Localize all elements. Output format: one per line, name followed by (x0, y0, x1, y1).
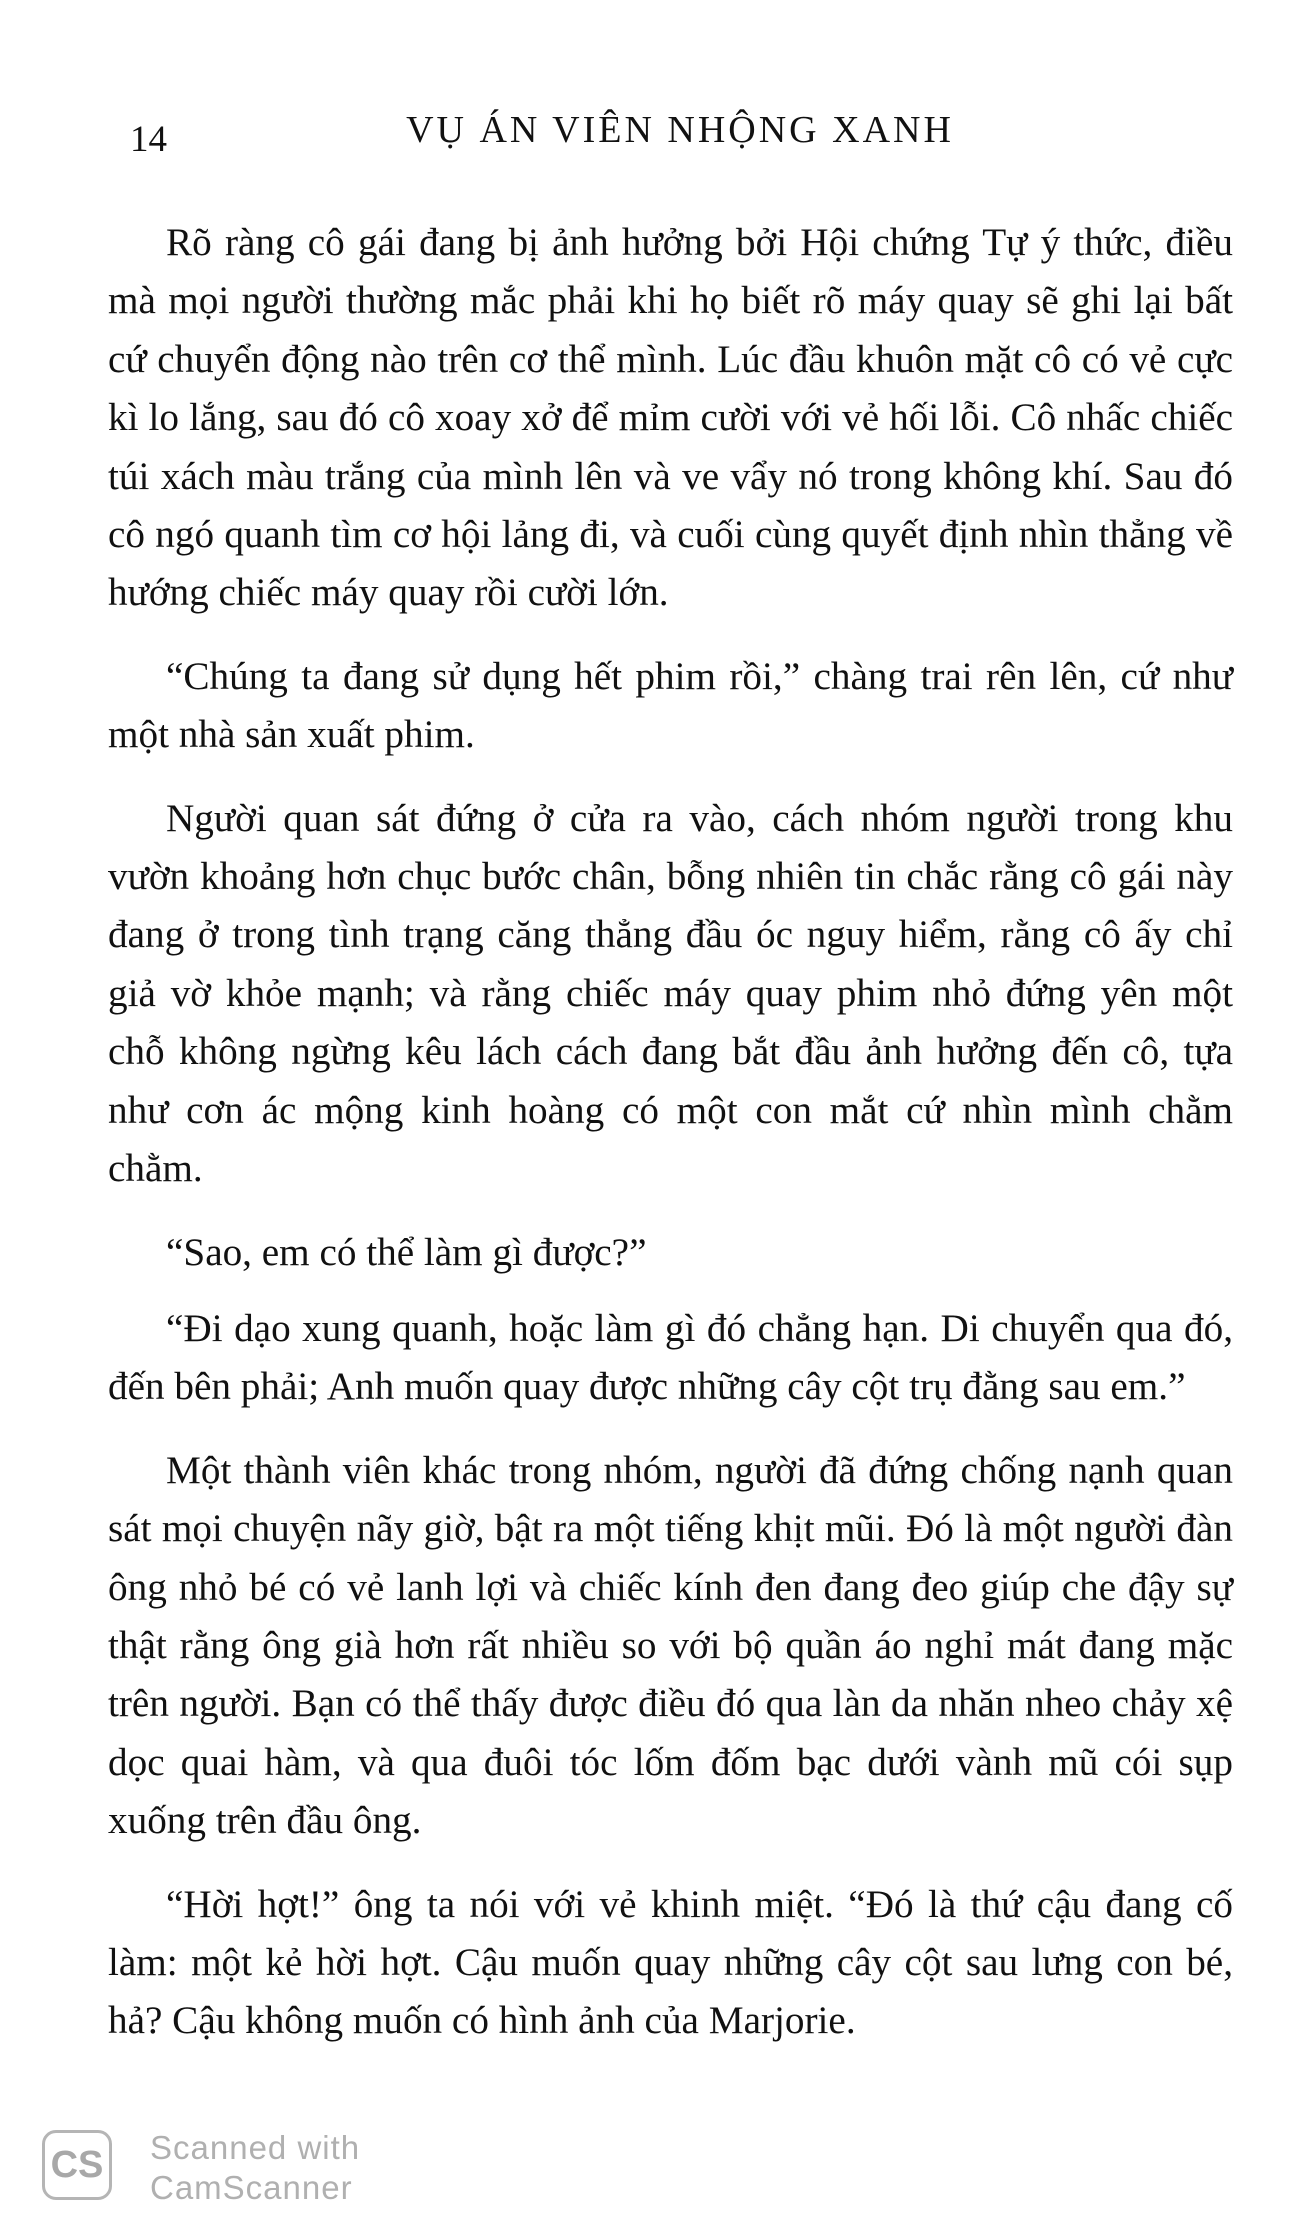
paragraph: “Đi dạo xung quanh, hoặc làm gì đó chẳng hạn. Di chuyển qua đó, đến bên phải; Anh muốn quay được những cây cột trụ đằng sau em.” (108, 1306, 1233, 1409)
page-header (130, 108, 1230, 168)
camscanner-logo: CS (42, 2130, 112, 2200)
running-title: VỤ ÁN VIÊN NHỘNG XANH (406, 109, 954, 151)
paragraph: Người quan sát đứng ở cửa ra vào, cách nhóm người trong khu vườn khoảng hơn chục bước chân, bỗng nhiên tin chắc rằng cô gái này đang ở trong tình trạng căng thẳng đầu óc nguy hiểm, rằng cô ấy chỉ giả vờ khỏe mạnh; và rằng chiếc máy quay phim nhỏ đứng yên một chỗ không ngừng kêu lách cách đang bắt đầu ảnh hưởng đến cô, tựa như cơn ác mộng kinh hoàng có một con mắt cứ nhìn mình chằm chằm. (108, 796, 1233, 1191)
page-number: 14 (130, 119, 167, 160)
watermark-line-2: CamScanner (150, 2169, 353, 2206)
paragraph: Một thành viên khác trong nhóm, người đã đứng chống nạnh quan sát mọi chuyện nãy giờ, bật ra một tiếng khịt mũi. Đó là một người đàn ông nhỏ bé có vẻ lanh lợi và chiếc kính đen đang đeo giúp che đậy sự thật rằng ông già hơn rất nhiều so với bộ quần áo nghỉ mát đang mặc trên người. Bạn có thể thấy được điều đó qua làn da nhăn nheo chảy xệ dọc quai hàm, và qua đuôi tóc lốm đốm bạc dưới vành mũ cói sụp xuống trên đầu ông. (108, 1448, 1233, 1843)
watermark-line-1: Scanned with (150, 2129, 361, 2166)
paragraph: “Sao, em có thể làm gì được?” (166, 1230, 647, 1274)
camscanner-watermark (42, 2128, 382, 2208)
paragraph: “Chúng ta đang sử dụng hết phim rồi,” chàng trai rên lên, cứ như một nhà sản xuất phim. (108, 654, 1233, 757)
camscanner-text (150, 2128, 360, 2208)
paragraph: “Hời hợt!” ông ta nói với vẻ khinh miệt. “Đó là thứ cậu đang cố làm: một kẻ hời hợt. Cậu muốn quay những cây cột sau lưng con bé, hả? Cậu không muốn có hình ảnh của Marjorie. (108, 1882, 1233, 2043)
body-text (108, 214, 1233, 2076)
paragraph: Rõ ràng cô gái đang bị ảnh hưởng bởi Hội chứng Tự ý thức, điều mà mọi người thường mắc phải khi họ biết rõ máy quay sẽ ghi lại bất cứ chuyển động nào trên cơ thể mình. Lúc đầu khuôn mặt cô có vẻ cực kì lo lắng, sau đó cô xoay xở để mỉm cười với vẻ hối lỗi. Cô nhấc chiếc túi xách màu trắng của mình lên và ve vẩy nó trong không khí. Sau đó cô ngó quanh tìm cơ hội lảng đi, và cuối cùng quyết định nhìn thẳng về hướng chiếc máy quay rồi cười lớn. (108, 221, 1233, 615)
